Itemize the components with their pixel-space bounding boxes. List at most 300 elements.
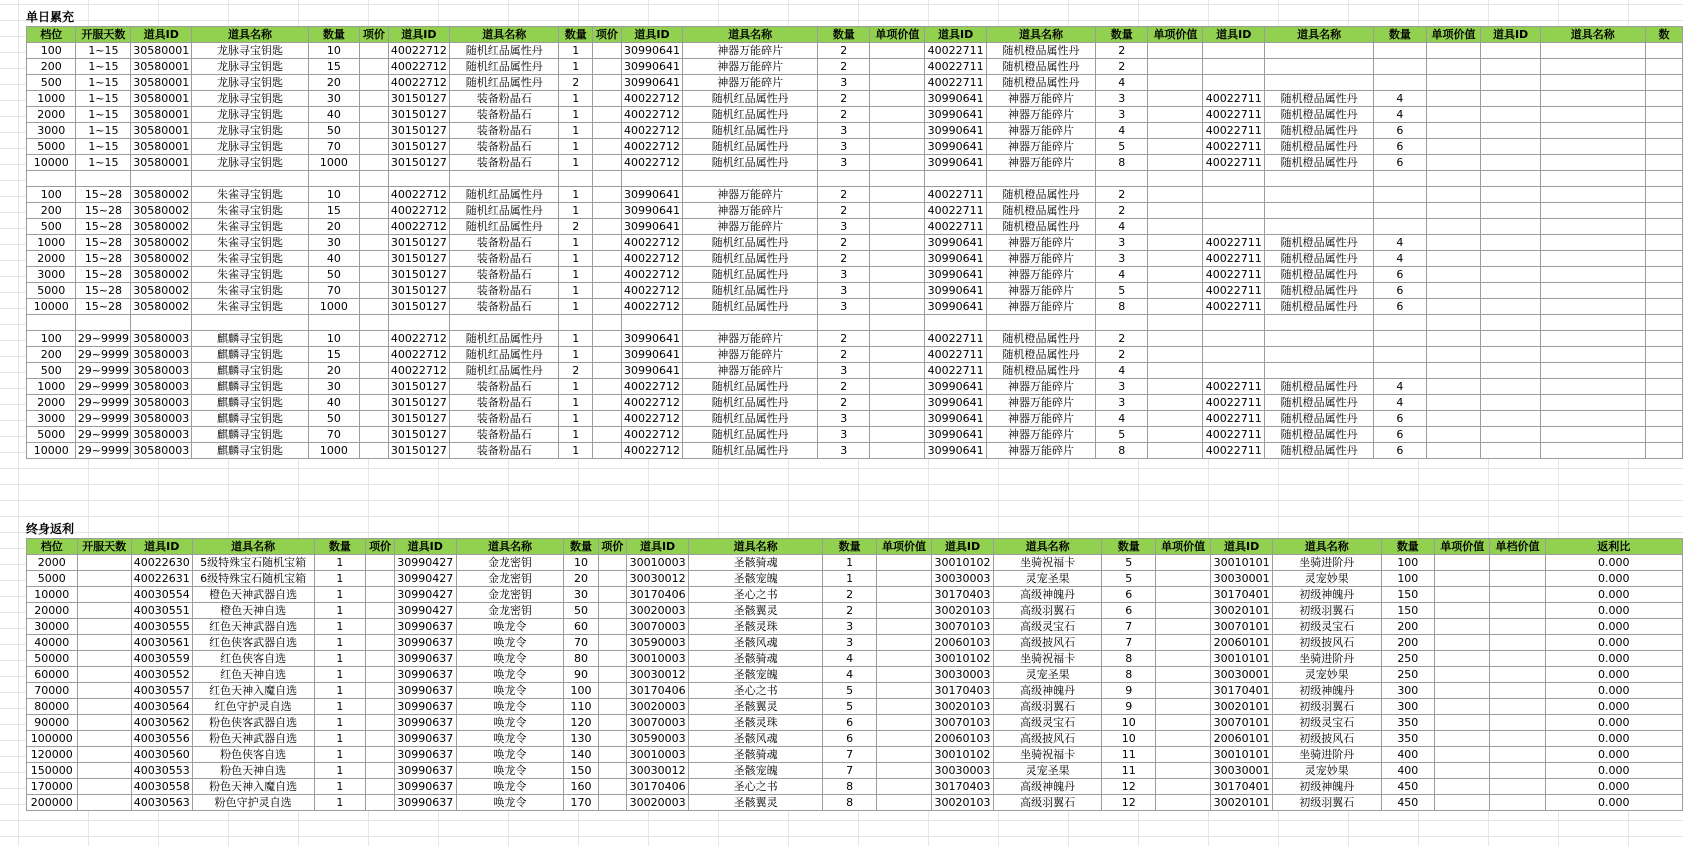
table-cell[interactable]: 2 (818, 43, 870, 59)
table-cell[interactable]: 随机橙品属性丹 (986, 187, 1095, 203)
table-cell[interactable] (1490, 555, 1545, 571)
column-header[interactable]: 数量 (1096, 27, 1148, 43)
table-cell[interactable] (1435, 747, 1490, 763)
table-cell[interactable] (360, 251, 389, 267)
table-cell[interactable]: 30590003 (627, 635, 689, 651)
table-cell[interactable]: 麒麟寻宝钥匙 (192, 395, 309, 411)
table-cell[interactable]: 初级羽翼石 (1272, 795, 1381, 811)
table-cell[interactable]: 10 (308, 331, 359, 347)
table-cell[interactable]: 随机橙品属性丹 (986, 347, 1095, 363)
table-cell[interactable] (593, 379, 622, 395)
table-cell[interactable] (77, 795, 131, 811)
column-header[interactable]: 返利比 (1545, 539, 1682, 555)
table-cell[interactable] (1148, 299, 1203, 315)
table-cell[interactable] (870, 267, 925, 283)
table-cell[interactable]: 30150127 (388, 235, 450, 251)
column-header[interactable]: 道具ID (388, 27, 450, 43)
table-cell[interactable] (1148, 411, 1203, 427)
table-cell[interactable]: 4 (1374, 91, 1426, 107)
table-cell[interactable]: 29~9999 (77, 444, 130, 457)
table-cell[interactable]: 5000 (27, 427, 76, 443)
table-cell[interactable] (593, 139, 622, 155)
table-cell[interactable]: 唤龙令 (456, 635, 564, 651)
table-cell[interactable]: 4 (1374, 379, 1426, 395)
table-cell[interactable] (1426, 299, 1481, 315)
table-cell[interactable]: 2 (818, 107, 870, 123)
table-cell[interactable]: 29~9999 (77, 396, 130, 409)
table-cell[interactable] (366, 747, 395, 763)
table-cell[interactable] (593, 395, 622, 411)
table-cell[interactable]: 100 (27, 331, 76, 347)
table-cell[interactable]: 麒麟寻宝钥匙 (192, 427, 309, 443)
table-cell[interactable]: 圣骸骑魂 (688, 651, 822, 667)
table-cell[interactable] (77, 603, 131, 619)
table-cell[interactable] (1148, 187, 1203, 203)
table-cell[interactable]: 神器万能碎片 (986, 395, 1095, 411)
table-cell[interactable] (1481, 411, 1540, 427)
table-cell[interactable] (1481, 43, 1540, 59)
table-cell[interactable]: 150 (564, 763, 598, 779)
table-cell[interactable]: 麒麟寻宝钥匙 (192, 443, 309, 459)
table-cell[interactable]: 30000 (27, 619, 78, 635)
table-cell[interactable]: 11 (1102, 763, 1156, 779)
table-cell[interactable] (876, 747, 931, 763)
table-cell[interactable]: 40 (308, 395, 359, 411)
table-cell[interactable]: 40022712 (388, 187, 450, 203)
table-cell[interactable]: 随机红品属性丹 (683, 155, 818, 171)
table-cell[interactable]: 圣骸翼灵 (688, 699, 822, 715)
table-cell[interactable]: 30 (308, 91, 359, 107)
table-cell[interactable]: 80 (564, 651, 598, 667)
table-cell[interactable]: 龙脉寻宝钥匙 (192, 139, 309, 155)
table-cell[interactable]: 朱雀寻宝钥匙 (192, 235, 309, 251)
table-cell[interactable]: 3 (818, 123, 870, 139)
table-cell[interactable] (593, 75, 622, 91)
column-header[interactable]: 档位 (27, 539, 78, 555)
table-cell[interactable] (876, 763, 931, 779)
table-cell[interactable]: 随机橙品属性丹 (986, 59, 1095, 75)
table-cell[interactable]: 坐骑进阶丹 (1272, 747, 1381, 763)
table-cell[interactable]: 30150127 (388, 283, 450, 299)
table-cell[interactable] (876, 603, 931, 619)
table-cell[interactable]: 神器万能碎片 (986, 235, 1095, 251)
table-cell[interactable]: 30170403 (932, 587, 994, 603)
table-cell[interactable] (1645, 363, 1682, 379)
table-cell[interactable]: 3 (818, 139, 870, 155)
table-cell[interactable]: 神器万能碎片 (683, 203, 818, 219)
table-cell[interactable]: 神器万能碎片 (986, 155, 1095, 171)
table-cell[interactable]: 1~15 (76, 59, 131, 75)
table-cell[interactable] (1155, 779, 1210, 795)
table-cell[interactable]: 随机红品属性丹 (683, 235, 818, 251)
table-cell[interactable]: 30010101 (1211, 747, 1273, 763)
table-cell[interactable]: 麒麟寻宝钥匙 (192, 331, 309, 347)
table-cell[interactable]: 1 (559, 331, 593, 347)
table-cell[interactable] (870, 251, 925, 267)
table-cell[interactable]: 金龙密钥 (456, 555, 564, 571)
table-cell[interactable]: 3 (1096, 235, 1148, 251)
table-cell[interactable]: 6 (1374, 283, 1426, 299)
table-cell[interactable] (1155, 683, 1210, 699)
column-header[interactable]: 道具名称 (1272, 539, 1381, 555)
table-cell[interactable]: 1 (314, 683, 366, 699)
table-cell[interactable]: 朱雀寻宝钥匙 (192, 283, 309, 299)
table-cell[interactable]: 1 (314, 715, 366, 731)
table-cell[interactable]: 30150127 (388, 251, 450, 267)
table-cell[interactable]: 麒麟寻宝钥匙 (192, 363, 309, 379)
table-cell[interactable]: 6 (1374, 299, 1426, 315)
table-cell[interactable] (388, 315, 450, 331)
table-cell[interactable]: 30990641 (925, 139, 987, 155)
table-cell[interactable]: 1000 (308, 443, 359, 459)
table-cell[interactable]: 30990637 (394, 651, 456, 667)
table-cell[interactable] (366, 667, 395, 683)
table-cell[interactable]: 4 (1374, 107, 1426, 123)
table-cell[interactable]: 4 (1096, 411, 1148, 427)
table-cell[interactable]: 30150127 (388, 379, 450, 395)
table-cell[interactable] (1540, 187, 1645, 203)
table-cell[interactable] (1645, 411, 1682, 427)
table-cell[interactable] (1374, 315, 1426, 331)
table-cell[interactable]: 200 (1381, 635, 1435, 651)
column-header[interactable]: 开服天数 (76, 27, 131, 43)
table-cell[interactable]: 2 (1096, 43, 1148, 59)
table-cell[interactable] (77, 747, 131, 763)
table-cell[interactable]: 随机红品属性丹 (450, 43, 559, 59)
table-cell[interactable]: 0.000 (1545, 715, 1682, 731)
column-header[interactable]: 道具ID (1203, 27, 1265, 43)
table-cell[interactable]: 30020003 (627, 603, 689, 619)
column-header[interactable]: 道具ID (1211, 539, 1273, 555)
table-cell[interactable]: 30580002 (131, 219, 192, 235)
table-cell[interactable]: 30030003 (932, 667, 994, 683)
table-cell[interactable]: 3 (818, 75, 870, 91)
table-cell[interactable] (593, 267, 622, 283)
table-cell[interactable] (870, 75, 925, 91)
table-cell[interactable] (76, 171, 131, 187)
table-cell[interactable]: 500 (27, 75, 76, 91)
table-cell[interactable]: 2 (559, 363, 593, 379)
table-cell[interactable]: 装备粉晶石 (450, 267, 559, 283)
table-cell[interactable] (621, 171, 683, 187)
table-cell[interactable] (366, 587, 395, 603)
table-cell[interactable] (598, 747, 627, 763)
table-cell[interactable]: 40030551 (131, 603, 192, 619)
table-cell[interactable]: 30150127 (388, 267, 450, 283)
table-cell[interactable]: 2000 (27, 107, 76, 123)
table-cell[interactable]: 随机橙品属性丹 (1265, 411, 1374, 427)
table-cell[interactable]: 29~9999 (77, 332, 130, 345)
column-header[interactable]: 单项价值 (1426, 27, 1481, 43)
table-cell[interactable]: 2 (818, 187, 870, 203)
table-cell[interactable] (1148, 43, 1203, 59)
table-cell[interactable]: 30990641 (925, 267, 987, 283)
table-cell[interactable]: 随机橙品属性丹 (1265, 427, 1374, 443)
table-cell[interactable] (1481, 427, 1540, 443)
table-cell[interactable]: 唤龙令 (456, 683, 564, 699)
table-cell[interactable]: 红色侠客自选 (192, 651, 314, 667)
table-cell[interactable]: 11 (1102, 747, 1156, 763)
table-cell[interactable]: 2 (818, 235, 870, 251)
table-cell[interactable]: 灵宠妙果 (1272, 763, 1381, 779)
column-header[interactable]: 档位 (27, 27, 76, 43)
table-cell[interactable]: 40030559 (131, 651, 192, 667)
table-cell[interactable]: 龙脉寻宝钥匙 (192, 107, 309, 123)
table-cell[interactable] (360, 427, 389, 443)
table-cell[interactable]: 30990641 (621, 219, 683, 235)
table-cell[interactable] (77, 555, 131, 571)
table-cell[interactable] (1490, 779, 1545, 795)
table-cell[interactable]: 3000 (27, 267, 76, 283)
table-cell[interactable]: 3 (1096, 379, 1148, 395)
table-cell[interactable]: 30990641 (925, 235, 987, 251)
table-cell[interactable]: 2 (818, 251, 870, 267)
table-cell[interactable]: 90 (564, 667, 598, 683)
table-cell[interactable]: 5级特殊宝石随机宝箱 (192, 555, 314, 571)
table-cell[interactable]: 6 (1374, 155, 1426, 171)
table-cell[interactable]: 200000 (27, 795, 78, 811)
table-cell[interactable]: 30020103 (932, 603, 994, 619)
table-cell[interactable]: 12 (1102, 779, 1156, 795)
table-cell[interactable]: 30070101 (1211, 619, 1273, 635)
table-cell[interactable]: 30020003 (627, 699, 689, 715)
table-cell[interactable] (1096, 171, 1148, 187)
table-cell[interactable]: 装备粉晶石 (450, 411, 559, 427)
column-header[interactable]: 道具ID (925, 27, 987, 43)
table-cell[interactable]: 2000 (27, 395, 76, 411)
table-cell[interactable] (870, 107, 925, 123)
table-cell[interactable]: 30020103 (932, 795, 994, 811)
table-cell[interactable] (1426, 443, 1481, 459)
table-cell[interactable] (1426, 59, 1481, 75)
table-cell[interactable]: 7 (1102, 619, 1156, 635)
table-cell[interactable]: 40022712 (621, 299, 683, 315)
table-cell[interactable]: 装备粉晶石 (450, 395, 559, 411)
table-cell[interactable]: 40022711 (1203, 139, 1265, 155)
table-cell[interactable]: 圣骸骑魂 (688, 747, 822, 763)
table-cell[interactable] (1481, 139, 1540, 155)
table-cell[interactable]: 随机橙品属性丹 (1265, 139, 1374, 155)
table-cell[interactable]: 2 (1096, 347, 1148, 363)
table-cell[interactable]: 10000 (27, 155, 76, 171)
table-cell[interactable] (870, 219, 925, 235)
column-header[interactable]: 道具名称 (192, 27, 309, 43)
table-cell[interactable]: 随机橙品属性丹 (986, 219, 1095, 235)
table-cell[interactable] (1265, 43, 1374, 59)
table-cell[interactable] (1540, 91, 1645, 107)
table-cell[interactable]: 朱雀寻宝钥匙 (192, 187, 309, 203)
table-cell[interactable]: 40030560 (131, 747, 192, 763)
table-cell[interactable]: 随机橙品属性丹 (1265, 123, 1374, 139)
table-cell[interactable] (1426, 91, 1481, 107)
table-cell[interactable] (1645, 123, 1682, 139)
table-cell[interactable] (1148, 59, 1203, 75)
table-cell[interactable]: 1 (314, 731, 366, 747)
table-cell[interactable]: 唤龙令 (456, 651, 564, 667)
table-cell[interactable]: 朱雀寻宝钥匙 (192, 219, 309, 235)
table-cell[interactable]: 神器万能碎片 (683, 75, 818, 91)
table-cell[interactable]: 40022711 (925, 59, 987, 75)
table-cell[interactable]: 灵宠圣果 (993, 763, 1102, 779)
table-cell[interactable] (1540, 43, 1645, 59)
table-cell[interactable]: 装备粉晶石 (450, 427, 559, 443)
column-header[interactable]: 道具名称 (1265, 27, 1374, 43)
table-cell[interactable] (1481, 75, 1540, 91)
table-cell[interactable]: 20 (308, 219, 359, 235)
table-cell[interactable]: 1 (314, 571, 366, 587)
table-cell[interactable] (1203, 171, 1265, 187)
table-cell[interactable] (1540, 107, 1645, 123)
table-cell[interactable] (388, 171, 450, 187)
table-cell[interactable] (598, 715, 627, 731)
table-cell[interactable] (1374, 75, 1426, 91)
table-cell[interactable]: 橙色天神武器自选 (192, 587, 314, 603)
table-cell[interactable]: 30580003 (131, 395, 192, 411)
table-cell[interactable] (1645, 299, 1682, 315)
table-cell[interactable] (1645, 59, 1682, 75)
table-cell[interactable]: 装备粉晶石 (450, 123, 559, 139)
table-cell[interactable]: 装备粉晶石 (450, 91, 559, 107)
table-cell[interactable] (1155, 731, 1210, 747)
table-cell[interactable]: 1~15 (76, 107, 131, 123)
table-cell[interactable] (593, 43, 622, 59)
table-cell[interactable]: 2 (818, 91, 870, 107)
table-cell[interactable] (360, 139, 389, 155)
table-cell[interactable]: 40022711 (1203, 443, 1265, 459)
table-cell[interactable]: 15~28 (76, 219, 131, 235)
table-cell[interactable]: 粉色天神武器自选 (192, 731, 314, 747)
table-cell[interactable] (366, 779, 395, 795)
table-cell[interactable] (1426, 347, 1481, 363)
column-header[interactable]: 道具ID (1481, 27, 1540, 43)
table-cell[interactable]: 40022711 (1203, 267, 1265, 283)
table-cell[interactable] (1155, 667, 1210, 683)
table-cell[interactable]: 30150127 (388, 411, 450, 427)
table-cell[interactable]: 40022712 (621, 283, 683, 299)
table-cell[interactable]: 1000 (27, 379, 76, 395)
table-cell[interactable]: 40030553 (131, 763, 192, 779)
table-cell[interactable]: 4 (1096, 75, 1148, 91)
table-cell[interactable]: 0.000 (1545, 587, 1682, 603)
table-cell[interactable]: 40022712 (621, 235, 683, 251)
table-cell[interactable] (1265, 59, 1374, 75)
table-cell[interactable]: 7 (823, 763, 877, 779)
table-cell[interactable]: 30170406 (627, 779, 689, 795)
table-cell[interactable]: 30030001 (1211, 571, 1273, 587)
table-cell[interactable] (1203, 219, 1265, 235)
table-cell[interactable]: 20 (308, 75, 359, 91)
table-cell[interactable]: 30580003 (131, 379, 192, 395)
table-cell[interactable]: 30580003 (131, 363, 192, 379)
table-cell[interactable]: 50 (564, 603, 598, 619)
table-cell[interactable]: 30010003 (627, 651, 689, 667)
table-cell[interactable] (1426, 43, 1481, 59)
table-cell[interactable]: 2000 (27, 555, 78, 571)
table-cell[interactable]: 1000 (27, 235, 76, 251)
table-cell[interactable]: 5 (823, 699, 877, 715)
table-cell[interactable]: 金龙密钥 (456, 603, 564, 619)
table-cell[interactable]: 1 (559, 251, 593, 267)
table-cell[interactable] (593, 91, 622, 107)
column-header[interactable]: 数量 (1102, 539, 1156, 555)
table-cell[interactable]: 200 (1381, 619, 1435, 635)
table-cell[interactable]: 40030555 (131, 619, 192, 635)
table-cell[interactable]: 30 (308, 235, 359, 251)
table-cell[interactable]: 50 (308, 411, 359, 427)
table-cell[interactable] (1148, 203, 1203, 219)
column-header[interactable]: 单项价值 (1435, 539, 1490, 555)
table-cell[interactable]: 30030012 (627, 667, 689, 683)
table-cell[interactable] (1540, 267, 1645, 283)
table-cell[interactable]: 4 (1096, 123, 1148, 139)
table-cell[interactable]: 3 (818, 443, 870, 459)
table-cell[interactable]: 圣骸灵珠 (688, 619, 822, 635)
table-cell[interactable]: 30990641 (621, 43, 683, 59)
column-header[interactable]: 道具ID (131, 539, 192, 555)
column-header[interactable]: 道具名称 (1540, 27, 1645, 43)
table-cell[interactable]: 10000 (27, 299, 76, 315)
table-cell[interactable] (1374, 59, 1426, 75)
table-cell[interactable]: 30990637 (394, 715, 456, 731)
table-cell[interactable] (870, 155, 925, 171)
table-cell[interactable]: 10 (1102, 715, 1156, 731)
table-cell[interactable]: 粉色侠客武器自选 (192, 715, 314, 731)
table-cell[interactable]: 高级羽翼石 (993, 603, 1102, 619)
table-cell[interactable] (1265, 187, 1374, 203)
table-cell[interactable] (360, 91, 389, 107)
table-cell[interactable]: 30990637 (394, 731, 456, 747)
table-cell[interactable]: 8 (1096, 443, 1148, 459)
table-cell[interactable]: 30030001 (1211, 763, 1273, 779)
table-cell[interactable]: 2 (1096, 203, 1148, 219)
table-cell[interactable]: 30990637 (394, 667, 456, 683)
table-cell[interactable]: 50 (308, 123, 359, 139)
table-cell[interactable] (308, 171, 359, 187)
table-cell[interactable]: 随机橙品属性丹 (986, 75, 1095, 91)
table-cell[interactable]: 30170406 (627, 683, 689, 699)
table-cell[interactable]: 20000 (27, 603, 78, 619)
table-cell[interactable] (1426, 75, 1481, 91)
table-cell[interactable]: 150 (1381, 603, 1435, 619)
table-cell[interactable] (870, 203, 925, 219)
table-cell[interactable]: 40022711 (1203, 395, 1265, 411)
table-cell[interactable]: 1 (823, 555, 877, 571)
table-cell[interactable] (593, 155, 622, 171)
table-cell[interactable]: 30580002 (131, 187, 192, 203)
table-cell[interactable]: 4 (1096, 219, 1148, 235)
table-cell[interactable]: 神器万能碎片 (683, 363, 818, 379)
table-cell[interactable] (593, 347, 622, 363)
table-cell[interactable]: 40022711 (1203, 123, 1265, 139)
table-cell[interactable] (598, 699, 627, 715)
table-cell[interactable] (1426, 203, 1481, 219)
table-cell[interactable]: 装备粉晶石 (450, 379, 559, 395)
table-cell[interactable] (1435, 555, 1490, 571)
table-cell[interactable]: 红色守护灵自选 (192, 699, 314, 715)
table-cell[interactable] (1203, 347, 1265, 363)
table-cell[interactable]: 6 (1374, 139, 1426, 155)
table-cell[interactable] (1645, 203, 1682, 219)
table-cell[interactable]: 神器万能碎片 (986, 123, 1095, 139)
table-cell[interactable] (1148, 363, 1203, 379)
table-cell[interactable] (1490, 651, 1545, 667)
table-cell[interactable]: 30070101 (1211, 715, 1273, 731)
table-cell[interactable]: 5 (1102, 555, 1156, 571)
table-cell[interactable] (1645, 219, 1682, 235)
table-cell[interactable] (1540, 139, 1645, 155)
table-cell[interactable] (1148, 347, 1203, 363)
table-cell[interactable]: 30030012 (627, 571, 689, 587)
